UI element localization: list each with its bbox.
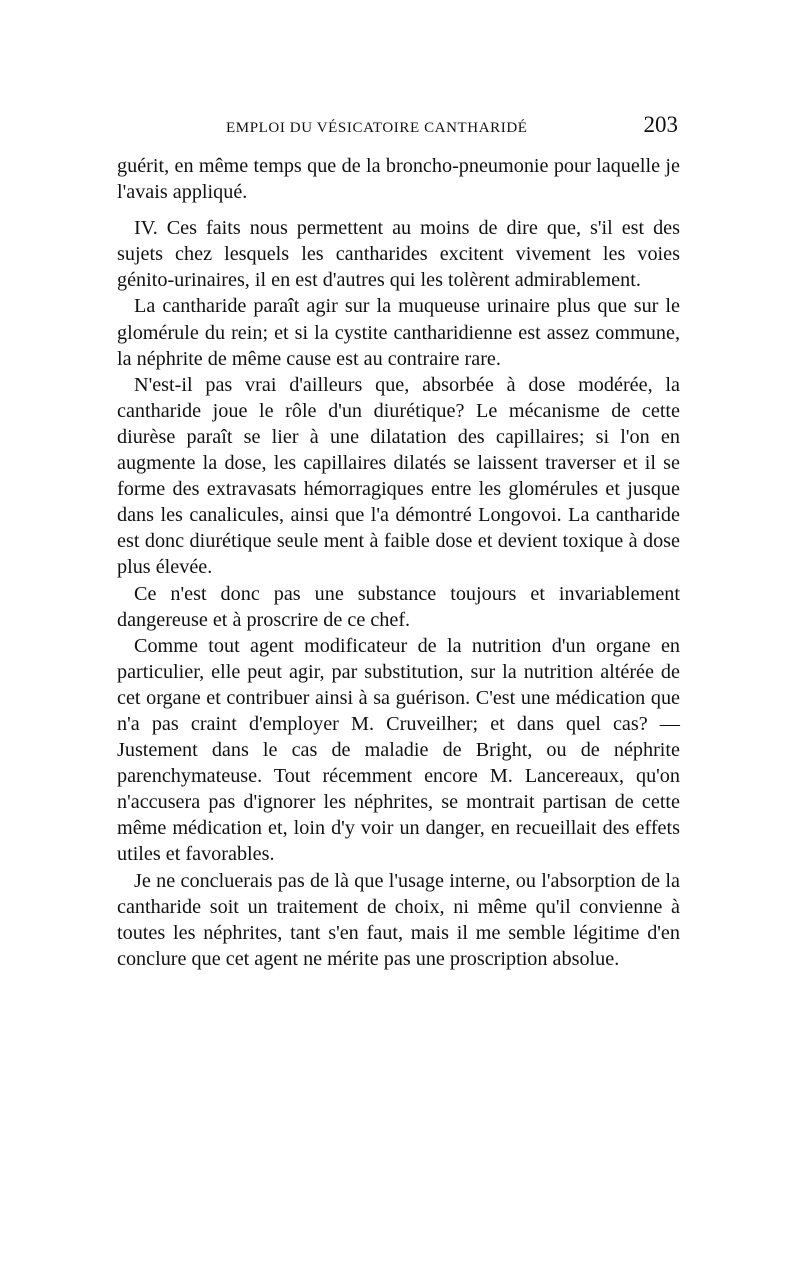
paragraph-substance: Ce n'est donc pas une substance toujours et invariablement dangereuse et à proscrire de ce chef. — [117, 582, 680, 631]
paragraph-cantharide-muqueuse: La cantharide paraît agir sur la muqueuse urinaire plus que sur le glomérule du rein; et si la cystite cantharidienne est assez commune, la néphrite de même cause est au contraire rare. — [117, 295, 680, 370]
paragraph-agent-modificateur: Comme tout agent modificateur de la nutrition d'un organe en particulier, elle peut agir, par substitution, sur la nutrition altérée de cet organe et contribuer ainsi à sa guérison. C'est une médication que n'a pas craint d'employer M. Cruveilher; et dans quel cas? — Justement dans le cas de maladie de Bright, ou de néphrite parenchymateuse. Tout récemment encore M. Lancereaux, qu'on n'accusera pas d'ignorer les néphrites, se montrait partisan de cette même médication et, loin d'y voir un danger, en recueillait des effets utiles et favorables. — [117, 634, 680, 866]
paragraph-diuretique: N'est-il pas vrai d'ailleurs que, absorbée à dose modérée, la cantharide joue le rôle d'un diurétique? Le mécanisme de cette diurèse paraît se lier à une dilatation des capillaires; si l'on en augmente la dose, les capillaires dilatés se laissent traverser et il se forme des extravasats hémorragiques entre les glomérules et jusque dans les canalicules, ainsi que l'a démontré Longovoi. La cantharide est donc diurétique seule ment à faible dose et devient toxique à dose plus élevée. — [117, 373, 680, 579]
running-head — [226, 112, 678, 144]
body-text — [117, 153, 680, 972]
paragraph-section-iv: IV. Ces faits nous permettent au moins de dire que, s'il est des sujets chez lesquels les cantharides excitent vivement les voies génito-urinaires, il en est d'autres qui les tolèrent admirablement. — [117, 217, 680, 292]
paragraph-conclusion: Je ne concluerais pas de là que l'usage interne, ou l'absorption de la cantharide soit un traitement de choix, ni même qu'il convienne à toutes les néphrites, tant s'en faut, mais il me semble légitime d'en conclure que cet agent ne mérite pas une proscription absolue. — [117, 869, 680, 970]
page-number: 203 — [643, 112, 678, 137]
paragraph-continuation: guérit, en même temps que de la broncho-pneumonie pour laquelle je l'avais appliqué. — [117, 155, 680, 204]
running-title: EMPLOI DU VÉSICATOIRE CANTHARIDÉ — [226, 120, 528, 136]
